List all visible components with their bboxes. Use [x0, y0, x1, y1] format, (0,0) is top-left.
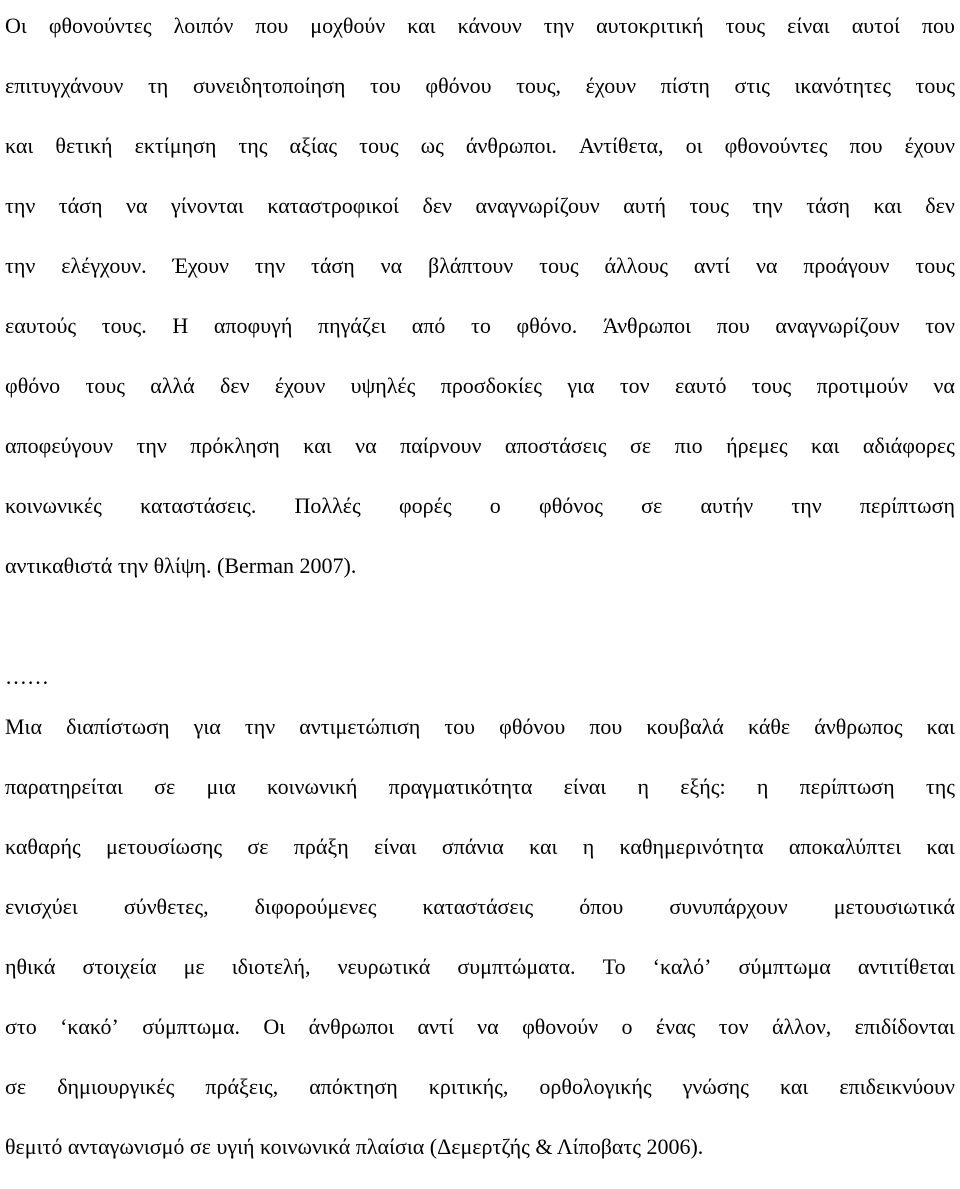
- word: συνειδητοποίηση: [192, 73, 346, 98]
- text-line: [5, 432, 955, 460]
- word: διφορούμενες: [254, 894, 377, 919]
- word: ήρεμες: [726, 433, 788, 458]
- text-line-last: θεμιτό ανταγωνισμό σε υγιή κοινωνικά πλαίσια (Δεμερτζής & Λίποβατς 2006).: [5, 1134, 704, 1159]
- word: άλλον,: [771, 1014, 832, 1039]
- text-line: [5, 492, 955, 520]
- word: πηγάζει: [317, 313, 387, 338]
- word: εξής:: [680, 774, 726, 799]
- word: αναγνωρίζουν: [775, 313, 900, 338]
- word: φθόνος: [539, 493, 603, 518]
- word: στις: [734, 73, 770, 98]
- word: σε: [629, 433, 652, 458]
- word: από: [411, 313, 446, 338]
- word: άνθρωπος: [814, 714, 903, 739]
- word: αντιμετώπιση: [299, 714, 421, 739]
- word: κοινωνικές: [5, 493, 102, 518]
- word: δεν: [925, 193, 955, 218]
- word: αυτήν: [700, 493, 754, 518]
- word: ο: [621, 1014, 633, 1039]
- word: Το: [602, 954, 626, 979]
- word: αποκαλύπτει: [788, 834, 902, 859]
- word: να: [355, 433, 377, 458]
- word: που: [921, 13, 955, 38]
- word: καταστάσεις.: [140, 493, 257, 518]
- word: ικανότητες: [794, 73, 891, 98]
- word: της: [925, 774, 955, 799]
- word: με: [183, 954, 205, 979]
- word: προτιμούν: [816, 373, 909, 398]
- word: επιτυγχάνουν: [5, 73, 124, 98]
- text-line: [5, 312, 955, 340]
- word: πραγματικότητα: [388, 774, 533, 799]
- word: σύμπτωμα.: [142, 1014, 240, 1039]
- text-line: [5, 12, 955, 40]
- word: επιδίδονται: [854, 1014, 955, 1039]
- word: τους,: [516, 73, 562, 98]
- word: επιδεικνύουν: [839, 1074, 955, 1099]
- text-line: [5, 1013, 955, 1041]
- word: και: [873, 193, 902, 218]
- word: αυτή: [623, 193, 666, 218]
- word: που: [255, 13, 289, 38]
- text-line: [5, 252, 955, 280]
- word: εαυτό: [674, 373, 727, 398]
- word: τον: [619, 373, 650, 398]
- word: του: [444, 714, 476, 739]
- word: είναι: [563, 774, 607, 799]
- word: συμπτώματα.: [457, 954, 576, 979]
- word: άλλους: [604, 253, 668, 278]
- word: ορθολογικής: [539, 1074, 652, 1099]
- word: τους: [85, 373, 125, 398]
- word: του: [370, 73, 401, 98]
- word: σε: [5, 1074, 27, 1099]
- word: προσδοκίες: [440, 373, 542, 398]
- word: και: [926, 714, 955, 739]
- word: προάγουν: [803, 253, 890, 278]
- word: τους: [915, 73, 955, 98]
- text-line: [5, 192, 955, 220]
- word: αυτοί: [851, 13, 900, 38]
- word: όπου: [579, 894, 624, 919]
- word: η: [756, 774, 769, 799]
- word: τον: [925, 313, 955, 338]
- word: ενισχύει: [5, 894, 78, 919]
- word: να: [380, 253, 403, 278]
- text-line: [5, 132, 955, 160]
- word: που: [849, 133, 883, 158]
- word: Μια: [5, 714, 43, 739]
- word: της: [238, 133, 268, 158]
- word: τάση: [58, 193, 103, 218]
- word: φθονούντες: [48, 13, 152, 38]
- word: Αντίθετα,: [578, 133, 664, 158]
- word: λοιπόν: [173, 13, 234, 38]
- word: σύμπτωμα: [738, 954, 831, 979]
- word: αξίας: [289, 133, 338, 158]
- word: την: [136, 433, 167, 458]
- word: αδιάφορες: [862, 433, 955, 458]
- word: φθονούντες: [724, 133, 828, 158]
- word: έχουν: [904, 133, 955, 158]
- word: φθόνου: [499, 714, 566, 739]
- text-line: [5, 773, 955, 801]
- word: για: [193, 714, 221, 739]
- word: σε: [154, 774, 176, 799]
- word: αναγνωρίζουν: [475, 193, 600, 218]
- word: φθόνο: [5, 373, 61, 398]
- word: στοιχεία: [82, 954, 157, 979]
- word: πρόκληση: [190, 433, 280, 458]
- word: θετική: [55, 133, 113, 158]
- word: ένας: [655, 1014, 696, 1039]
- word: συνυπάρχουν: [669, 894, 788, 919]
- text-line: [5, 953, 955, 981]
- word: πίστη: [660, 73, 710, 98]
- word: αυτοκριτική: [596, 13, 704, 38]
- word: πράξεις,: [205, 1074, 279, 1099]
- word: μετουσίωσης: [105, 834, 223, 859]
- word: άνθρωποι.: [465, 133, 557, 158]
- word: να: [126, 193, 148, 218]
- word: περίπτωση: [859, 493, 955, 518]
- word: φθόνο.: [516, 313, 578, 338]
- word: σπάνια: [441, 834, 504, 859]
- word: Οι: [263, 1014, 286, 1039]
- word: η: [637, 774, 649, 799]
- word: ο: [489, 493, 501, 518]
- text-line: [5, 72, 955, 100]
- word: Πολλές: [294, 493, 361, 518]
- word: τον: [718, 1014, 749, 1039]
- word: τους: [915, 253, 955, 278]
- word: ηθικά: [5, 954, 56, 979]
- word: Η: [172, 313, 189, 338]
- word: στο: [5, 1014, 37, 1039]
- word: δεν: [220, 373, 250, 398]
- word: βλάπτουν: [428, 253, 514, 278]
- word: την: [791, 493, 822, 518]
- word: μοχθούν: [310, 13, 386, 38]
- text-line: [5, 893, 955, 921]
- word: αλλά: [150, 373, 195, 398]
- word: μια: [206, 774, 236, 799]
- word: κάνουν: [457, 13, 522, 38]
- word: κάθε: [747, 714, 791, 739]
- text-line: [5, 833, 955, 861]
- word: είναι: [374, 834, 417, 859]
- word: την: [5, 193, 36, 218]
- word: παίρνουν: [400, 433, 482, 458]
- word: ως: [420, 133, 444, 158]
- word: καθημερινότητα: [619, 834, 764, 859]
- word: και: [407, 13, 436, 38]
- word: φθόνου: [425, 73, 492, 98]
- word: Οι: [5, 13, 27, 38]
- word: πράξη: [293, 834, 349, 859]
- word: ελέγχουν.: [61, 253, 147, 278]
- word: εαυτούς: [5, 313, 77, 338]
- word: τάση: [806, 193, 850, 218]
- word: σε: [247, 834, 269, 859]
- word: που: [589, 714, 623, 739]
- word: Άνθρωποι: [602, 313, 692, 338]
- word: μετουσιωτικά: [833, 894, 955, 919]
- word: είναι: [787, 13, 830, 38]
- word: κριτικής,: [428, 1074, 509, 1099]
- word: άνθρωποι: [308, 1014, 395, 1039]
- word: τους: [689, 193, 729, 218]
- word: ‘κακό’: [60, 1014, 119, 1039]
- word: και: [926, 834, 955, 859]
- word: αντιτίθεται: [857, 954, 955, 979]
- word: την: [5, 253, 36, 278]
- word: φθονούν: [522, 1014, 599, 1039]
- word: να: [477, 1014, 499, 1039]
- text-line: [5, 713, 955, 741]
- word: έχουν: [585, 73, 637, 98]
- word: νευρωτικά: [337, 954, 431, 979]
- word: τους: [725, 13, 766, 38]
- word: το: [471, 313, 491, 338]
- word: γίνονται: [171, 193, 244, 218]
- word: ιδιοτελή,: [231, 954, 311, 979]
- word: και: [5, 133, 34, 158]
- word: υψηλές: [350, 373, 416, 398]
- word: εκτίμηση: [134, 133, 217, 158]
- text-line: [5, 372, 955, 400]
- word: τη: [147, 73, 169, 98]
- word: τους: [751, 373, 792, 398]
- word: δεν: [422, 193, 453, 218]
- word: τους.: [101, 313, 147, 338]
- word: σύνθετες,: [123, 894, 209, 919]
- word: δημιουργικές: [57, 1074, 175, 1099]
- word: την: [543, 13, 575, 38]
- word: Έχουν: [172, 253, 229, 278]
- word: τους: [539, 253, 579, 278]
- word: και: [779, 1074, 809, 1099]
- word: περίπτωση: [799, 774, 895, 799]
- word: παρατηρείται: [5, 774, 123, 799]
- word: καταστάσεις: [422, 894, 534, 919]
- word: πιο: [674, 433, 703, 458]
- text-line: [5, 1073, 955, 1101]
- word: διαπίστωση: [66, 714, 170, 739]
- word: σε: [641, 493, 663, 518]
- word: γνώσης: [682, 1074, 749, 1099]
- word: έχουν: [274, 373, 326, 398]
- word: τους: [359, 133, 399, 158]
- word: και: [529, 834, 558, 859]
- word: ‘καλό’: [652, 954, 712, 979]
- ellipsis-separator: ……: [5, 664, 49, 689]
- word: αποφεύγουν: [5, 433, 114, 458]
- text-line-last: αντικαθιστά την θλίψη. (Berman 2007).: [5, 553, 357, 578]
- word: απόκτηση: [309, 1074, 398, 1099]
- word: αντί: [417, 1014, 454, 1039]
- word: καταστροφικοί: [267, 193, 399, 218]
- word: αντί: [693, 253, 731, 278]
- word: που: [716, 313, 750, 338]
- word: την: [244, 714, 276, 739]
- word: και: [811, 433, 840, 458]
- word: κουβαλά: [646, 714, 724, 739]
- word: να: [755, 253, 778, 278]
- word: κοινωνική: [267, 774, 358, 799]
- word: καθαρής: [5, 834, 81, 859]
- word: για: [567, 373, 595, 398]
- word: φορές: [398, 493, 452, 518]
- word: την: [752, 193, 783, 218]
- word: την: [254, 253, 286, 278]
- word: αποφυγή: [213, 313, 293, 338]
- word: οι: [685, 133, 703, 158]
- word: και: [303, 433, 332, 458]
- word: τάση: [311, 253, 355, 278]
- word: αποστάσεις: [504, 433, 607, 458]
- word: να: [933, 373, 955, 398]
- word: η: [582, 834, 595, 859]
